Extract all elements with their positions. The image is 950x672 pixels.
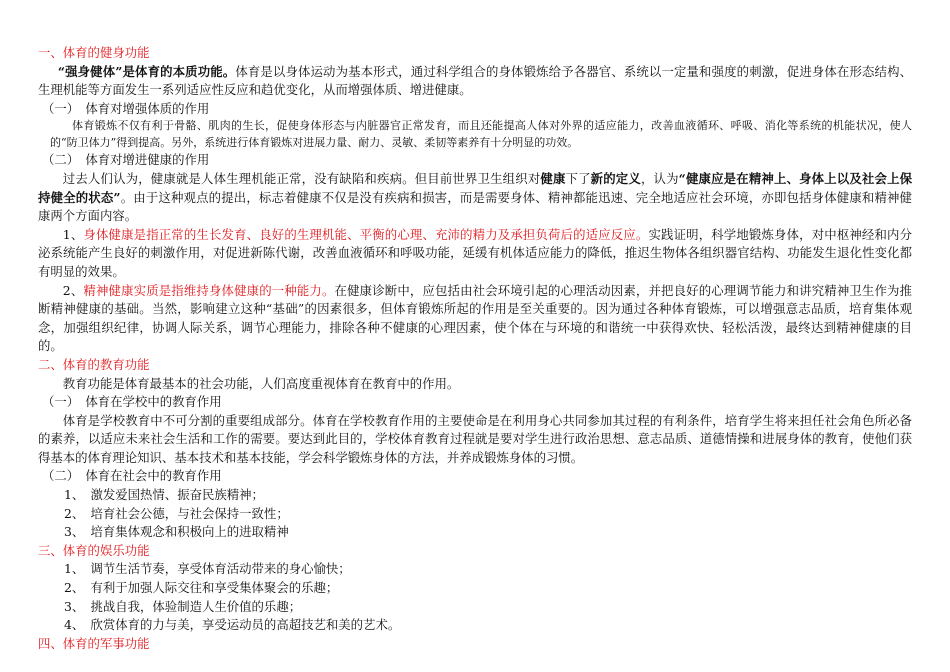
list-item: 1、 调节生活节奏，享受体育活动带来的身心愉快；: [64, 561, 351, 577]
subheading-physique: （一） 体育对增强体质的作用: [42, 100, 210, 116]
health-bold-2: 新的定义: [590, 170, 641, 186]
health-definition-paragraph: [38, 170, 912, 226]
section-heading-entertainment: 三、体育的娱乐功能: [38, 542, 150, 558]
section-heading-military: 四、体育的军事功能: [38, 635, 150, 651]
health-bold-1: 健康: [540, 170, 566, 186]
subheading-health: （二） 体育对增进健康的作用: [42, 152, 210, 168]
physical-health-paragraph: [38, 226, 912, 282]
list-item: 2、 有利于加强人际交往和享受集体聚会的乐趣；: [64, 580, 339, 596]
health-text-c: 下了: [565, 170, 591, 186]
item-number: 2、: [62, 282, 84, 298]
subheading-school: （一） 体育在学校中的教育作用: [42, 394, 222, 410]
health-text-d: ，认为: [640, 170, 679, 186]
section-heading-fitness: 一、体育的健身功能: [38, 45, 150, 60]
list-item: 2、 培育社会公德，与社会保持一致性；: [64, 505, 289, 521]
health-bold-3: “健康应是在精神上、身体上以及社会上保持健全的状态”: [38, 170, 913, 205]
education-intro: 教育功能是体育最基本的社会功能，人们高度重视体育在教育中的作用。: [62, 375, 460, 391]
subheading-society: （二） 体育在社会中的教育作用: [42, 468, 222, 484]
mental-health-text: 在健康诊断中，应包括由社会环境引起的心理活动因素，并把良好的心理调节能力和讲究精神卫生作为推断精神健康的基础。当然，影响建立这种“基础”的因素很多，但体育锻炼所起的作用是至关重要的。因为通过各种体育锻炼，可以增强意志品质，培育集体观念，加强组织纪律，协调人际关系，调节心理能力，排除各种不健康的心理因素，使个体在与环境的和谐统一中获得欢快、轻松活泼，最终达到精神健康的目的。: [38, 282, 912, 354]
mental-health-highlight: 精神健康实质是指维持身体健康的一种能力。: [83, 282, 335, 298]
school-paragraph: 体育是学校教育中不可分割的重要组成部分。体育在学校教育作用的主要使命是在利用身心共同参加其过程的有利条件，培育学生将来担任社会角色所必备的素养，以适应未来社会生活和工作的需要。要达到此目的，学校体育教育过程就是要对学生进行政治思想、意志品质、道德情操和进展身体的教育，使他们获得基本的体育理论知识、基本技术和基本技能，学会科学锻炼身体的方法，并养成锻炼身体的习惯。: [38, 412, 912, 465]
physique-paragraph: 体育锻炼不仅有利于骨骼、肌肉的生长，促使身体形态与内脏器官正常发育，而且还能提高人体对外界的适应能力，改善血液循环、呼吸、消化等系统的机能状况，使人的“防卫体力”得到提高。另外，系统进行体育锻炼对进展力量、耐力、灵敏、柔韧等素养有十分明显的功效。: [50, 119, 912, 149]
fitness-intro-bold: “强身健体”是体育的本质功能。: [57, 63, 236, 79]
health-text-a: 过去人们认为，健康就是人体生理机能正常，没有缺陷和疾病。但目前世界卫生组织对: [62, 170, 541, 186]
health-text-e: 。由于这种观点的提出，标志着健康不仅是没有疾病和损害，而是需要身体、精神都能迅速、完全地适应社会环境，亦即包括身体健康和精神健康两个方面内容。: [38, 189, 912, 224]
item-number: 1、: [62, 226, 84, 242]
fitness-intro: [38, 63, 912, 100]
physical-health-highlight: 身体健康是指正常的生长发育、良好的生理机能、平衡的心理、充沛的精力及承担负荷后的适应反应。: [83, 226, 649, 242]
mental-health-paragraph: [38, 282, 912, 356]
list-item: 3、 挑战自我，体验制造人生价值的乐趣；: [64, 598, 302, 614]
list-item: 4、 欣赏体育的力与美，享受运动员的高超技艺和美的艺术。: [64, 617, 401, 633]
section-heading-education: 二、体育的教育功能: [38, 356, 150, 372]
physical-health-text: 实践证明，科学地锻炼身体，对中枢神经和内分泌系统能产生良好的刺激作用，对促进新陈代谢，改善血液循环和呼吸功能，延缓有机体适应能力的降低，推迟生物体各组织器官结构、功能发生退化性变化都有明显的效果。: [38, 226, 912, 279]
list-item: 1、 激发爱国热情、振奋民族精神；: [64, 487, 264, 503]
list-item: 3、 培育集体观念和积极向上的进取精神: [64, 524, 289, 540]
fitness-intro-text: 体育是以身体运动为基本形式，通过科学组合的身体锻炼给予各器官、系统以一定量和强度的刺激，促进身体在形态结构、生理机能等方面发生一系列适应性反应和趋优变化，从而增强体质、增进健康。: [38, 63, 912, 98]
